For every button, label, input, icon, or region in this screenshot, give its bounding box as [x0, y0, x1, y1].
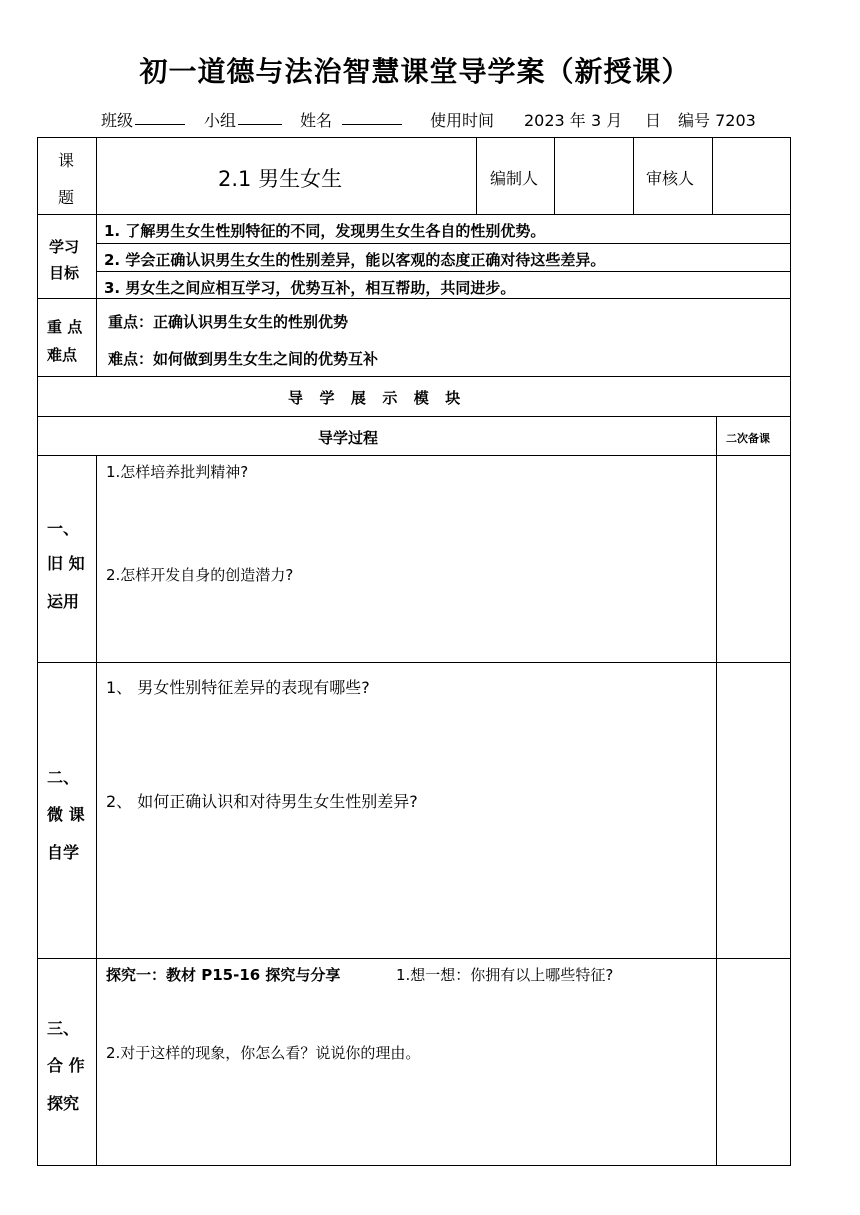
section1-q1: 1.怎样培养批判精神?	[106, 463, 249, 481]
goal-item-1: 1. 了解男生女生性别特征的不同，发现男生女生各自的性别优势。	[104, 222, 546, 240]
topic-label-2: 题	[58, 188, 75, 207]
keypoints-label-1: 重 点	[47, 318, 83, 336]
section1-label-3: 运用	[47, 592, 80, 611]
section2-label-2: 微 课	[47, 805, 85, 824]
section1-label-1: 一、	[47, 519, 80, 538]
key-point: 重点：正确认识男生女生的性别优势	[108, 313, 349, 331]
class-blank[interactable]	[135, 108, 185, 125]
year: 2023 年	[524, 111, 586, 130]
section3-q2: 2.对于这样的现象，你怎么看？说说你的理由。	[106, 1044, 421, 1062]
time-label: 使用时间	[430, 111, 495, 130]
page-title: 初一道德与法治智慧课堂导学案（新授课）	[139, 55, 691, 88]
section2-q1: 1、 男女性别特征差异的表现有哪些?	[106, 678, 370, 697]
section3-explore: 探究一：教材 P15-16 探究与分享	[106, 966, 341, 984]
goals-label-1: 学习	[49, 238, 80, 256]
group-blank[interactable]	[238, 108, 282, 125]
goals-label-2: 目标	[49, 264, 80, 282]
name-label: 姓名	[300, 111, 333, 130]
module-title: 导 学 展 示 模 块	[288, 389, 463, 407]
reviewer-label: 审核人	[646, 169, 695, 188]
topic-label-1: 课	[58, 151, 75, 170]
lesson-topic: 2.1 男生女生	[218, 167, 343, 191]
section3-label-1: 三、	[47, 1019, 80, 1038]
keypoints-label-2: 难点	[47, 346, 78, 364]
section1-q2: 2.怎样开发自身的创造潜力?	[106, 566, 294, 584]
difficult-point: 难点：如何做到男生女生之间的优势互补	[108, 350, 379, 368]
group-label: 小组	[204, 111, 237, 130]
name-blank[interactable]	[342, 108, 402, 125]
section2-q2: 2、 如何正确认识和对待男生女生性别差异?	[106, 792, 418, 811]
month: 3 月	[591, 111, 623, 130]
editor-label: 编制人	[490, 169, 539, 188]
goal-item-2: 2. 学会正确认识男生女生的性别差异，能以客观的态度正确对待这些差异。	[104, 251, 606, 269]
section3-label-3: 探究	[47, 1094, 80, 1113]
section3-label-2: 合 作	[47, 1056, 85, 1075]
section2-label-1: 二、	[47, 768, 80, 787]
goal-item-3: 3. 男女生之间应相互学习，优势互补，相互帮助，共同进步。	[104, 279, 516, 297]
second-prep-header: 二次备课	[726, 432, 770, 445]
class-label: 班级	[101, 111, 134, 130]
section3-q1: 1.想一想：你拥有以上哪些特征?	[396, 966, 614, 984]
section1-label-2: 旧 知	[47, 554, 85, 573]
section2-label-3: 自学	[47, 843, 80, 862]
day: 日	[645, 111, 662, 130]
code: 编号 7203	[678, 111, 756, 130]
process-header: 导学过程	[318, 429, 379, 447]
